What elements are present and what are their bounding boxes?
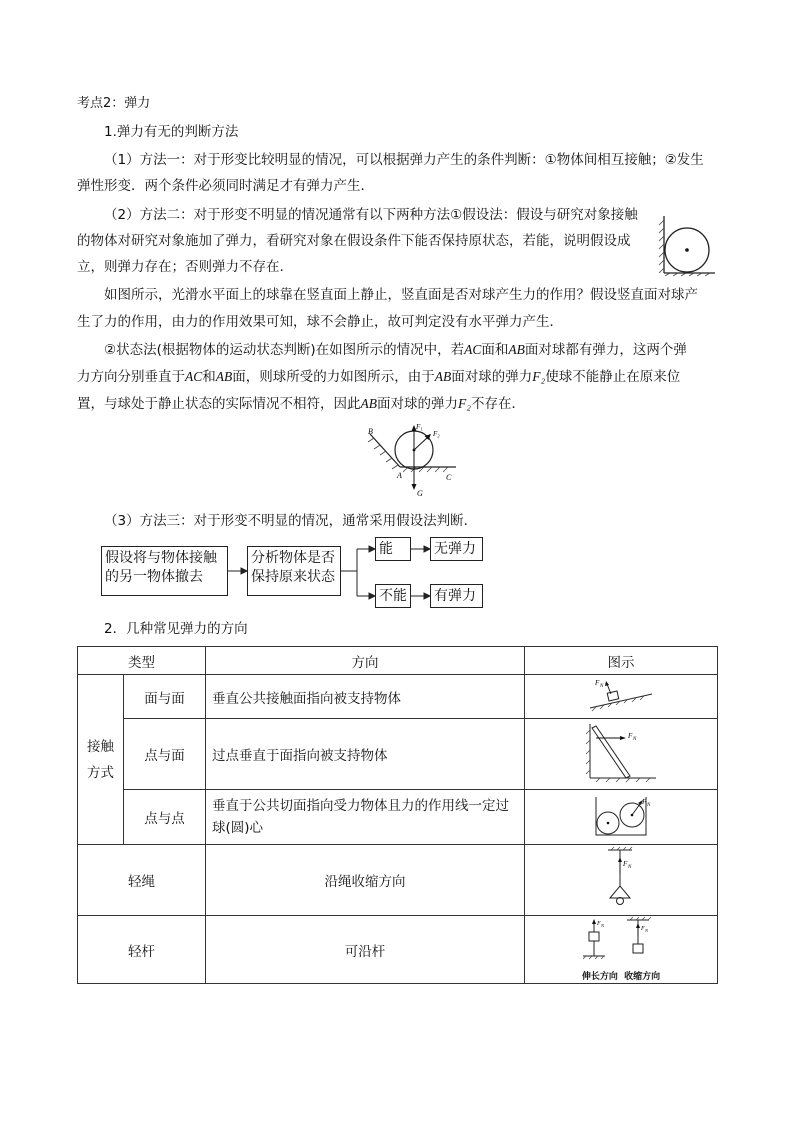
flow-box-no-force: 无弹力 [430,537,483,561]
svg-text:N: N [628,865,632,870]
subheading-1: 1.弹力有无的判断方法 [104,124,239,140]
row-direction: 垂直于公共切面指向受力物体且力的作用线一定过球(圆)心 [206,790,525,845]
label-rod-stretch: 伸长方向 [581,972,618,982]
svg-text:N: N [600,683,604,689]
table-row [78,719,718,790]
method3-line: （3）方法三：对于形变不明显的情况，通常采用假设法判断． [104,513,478,529]
row-type: 轻绳 [78,845,206,916]
row-direction: 可沿杆 [206,916,525,984]
svg-text:F: F [623,860,628,868]
para4-line1: ②状态法(根据物体的运动状态判断)在如图所示的情况中，若AC面和AB面对球都有弹力，这两个弹 [104,342,687,358]
method2-line1: （2）方法二：对于形变不明显的情况通常有以下两种方法①假设法：假设与研究对象接触 [104,207,638,223]
row-type: 点与点 [124,790,206,845]
table-row [78,675,718,719]
spring-force-table [77,646,718,984]
table-row [78,790,718,845]
svg-text:F: F [641,926,645,932]
label-a: A [397,471,402,480]
table-row [78,916,718,984]
table-row [78,845,718,916]
svg-text:F: F [642,798,647,806]
figure-light-rope [525,845,718,916]
figure-surface-surface [525,675,718,719]
header-direction: 方向 [206,647,525,675]
flow-box-analyze: 分析物体是否 保持原来状态 [247,546,341,596]
svg-text:N: N [633,737,637,742]
subheading-2: 2．几种常见弹力的方向 [104,621,248,637]
figure-point-surface [525,719,718,790]
figure-light-rod [525,916,718,984]
method2-line3: 立，则弹力存在；否则弹力不存在. [77,259,284,275]
method1-line1: （1）方法一：对于形变比较明显的情况，可以根据弹力产生的条件判断：①物体间相互接触；②发生 [104,152,704,168]
table-header-row [78,647,718,675]
label-b: B [368,427,373,436]
group-contact: 接触 方式 [78,675,124,845]
label-f2: F₂ [433,430,440,438]
header-figure: 图示 [525,647,718,675]
svg-text:N: N [645,928,649,933]
method2-line2: 的物体对研究对象施加了弹力，看研究对象在假设条件下能否保持原状态，若能，说明假设成 [77,233,631,249]
header-type: 类型 [78,647,206,675]
row-direction: 沿绳收缩方向 [206,845,525,916]
flow-box-yes: 能 [375,537,411,561]
label-f1: F₁ [416,423,423,431]
svg-text:F: F [628,732,633,740]
figure-point-point [525,790,718,845]
row-type: 轻杆 [78,916,206,984]
para4-line3: 置，与球处于静止状态的实际情况不相符，因此AB面对球的弹力F₂不存在． [77,396,525,412]
svg-text:N: N [601,923,605,928]
section-title: 考点2：弹力 [77,96,151,111]
row-type: 点与面 [124,719,206,790]
para3-line1: 如图所示，光滑水平面上的球靠在竖直面上静止，竖直面是否对球产生力的作用？假设竖直面对球产 [104,287,698,303]
flow-box-remove: 假设将与物体接触 的另一物体撤去 [101,546,228,596]
flow-box-no: 不能 [375,584,411,608]
method1-line2: 弹性形变．两个条件必须同时满足才有弹力产生． [77,178,374,194]
row-direction: 垂直公共接触面指向被支持物体 [206,675,525,719]
svg-text:F: F [595,678,600,687]
row-type: 面与面 [124,675,206,719]
label-rod-shrink: 收缩方向 [624,972,661,982]
svg-text:F: F [597,921,601,927]
para3-line2: 生了力的作用，由力的作用效果可知，球不会静止，故可判定没有水平弹力产生． [77,314,563,330]
label-c: C [446,473,452,482]
row-direction: 过点垂直于面指向被支持物体 [206,719,525,790]
flow-box-has-force: 有弹力 [430,584,483,608]
para4-line2: 力方向分别垂直于AC和AB面，则球所受的力如图所示，由于AB面对球的弹力F₂使球不能静止在原来位 [77,369,681,385]
svg-text:N: N [647,803,651,808]
label-g: G [417,489,423,498]
